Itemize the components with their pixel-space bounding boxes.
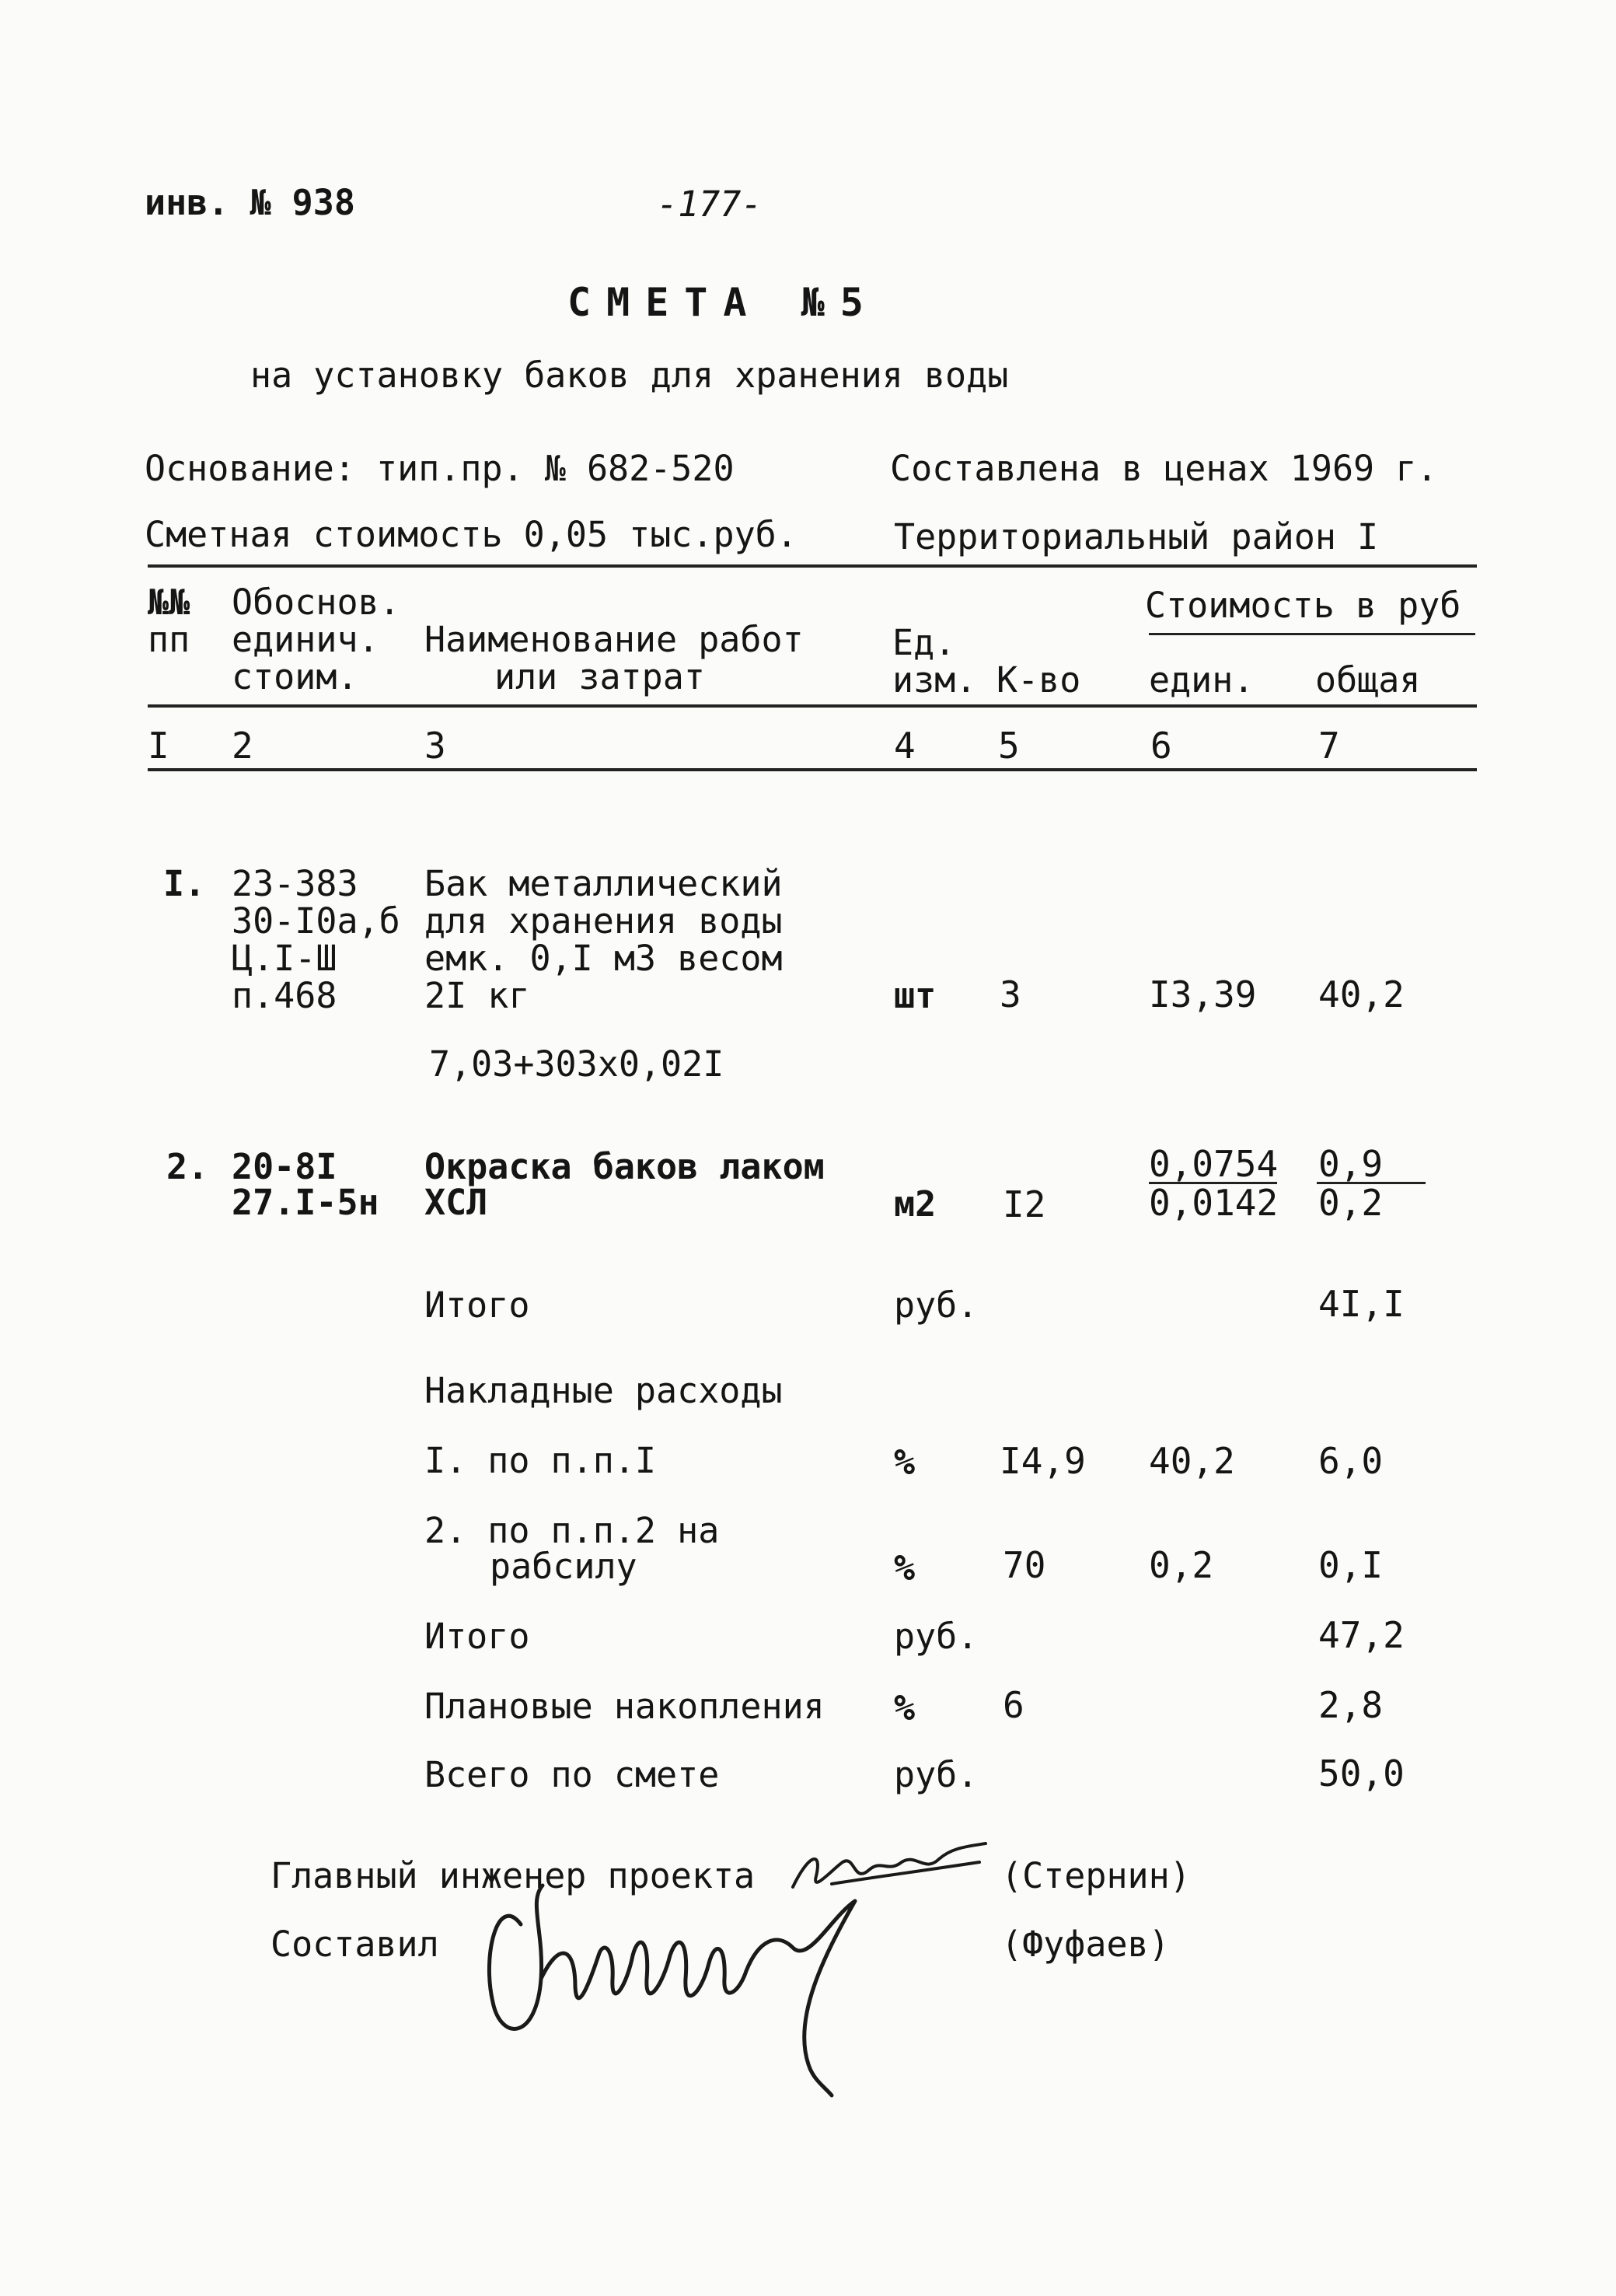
grand-total-unit: руб. — [894, 1754, 979, 1795]
col-unit-header-line1: Ед. — [892, 622, 956, 663]
col-number-header-line1: №№ — [148, 582, 190, 623]
basis-line: Основание: тип.пр. № 682-520 — [145, 448, 735, 489]
column-number-7: 7 — [1318, 725, 1340, 767]
column-number-3: 3 — [424, 725, 446, 767]
chief-engineer-name: (Стернин) — [1001, 1855, 1191, 1896]
row1-basis-line2: 30-I0а,б — [232, 900, 400, 942]
estimate-subtitle: на установку баков для хранения воды — [250, 355, 1009, 396]
subtotal2-label: Итого — [424, 1616, 530, 1657]
overhead-item2-total: 0,I — [1318, 1544, 1384, 1586]
row2-unit-price-top: 0,0754 — [1149, 1143, 1279, 1185]
row2-unit-price-bottom: 0,0142 — [1149, 1182, 1279, 1224]
territory-line: Территориальный район I — [894, 516, 1379, 557]
overhead-item2-label-line2: рабсилу — [490, 1546, 637, 1587]
col-basis-header-line3: стоим. — [232, 656, 358, 697]
overhead-item1-base: 40,2 — [1149, 1440, 1235, 1482]
overhead-item1-label: I. по п.п.I — [424, 1440, 657, 1481]
table-top-rule — [148, 564, 1477, 568]
row1-name-line4: 2I кг — [424, 975, 530, 1016]
row1-number: I. — [163, 863, 206, 904]
inventory-number: инв. № 938 — [145, 182, 355, 223]
col-name-header-line1: Наименование работ — [424, 619, 804, 660]
row1-name-line3: емк. 0,I м3 весом — [424, 938, 783, 979]
col-basis-header-line2: единич. — [232, 619, 379, 660]
grand-total-label: Всего по смете — [424, 1754, 720, 1795]
row1-formula: 7,03+303х0,02I — [429, 1043, 724, 1085]
row1-name-line2: для хранения воды — [424, 900, 783, 942]
col-total-header: общая — [1315, 659, 1421, 701]
col-number-header-line2: пп — [148, 619, 190, 660]
row1-basis-line1: 23-383 — [232, 863, 358, 904]
overhead-item2-label-line1: 2. по п.п.2 на — [424, 1510, 720, 1551]
overhead-item1-unit: % — [894, 1442, 916, 1483]
row2-number: 2. — [166, 1146, 209, 1187]
column-numbers-rule — [148, 768, 1477, 771]
column-number-5: 5 — [998, 725, 1020, 767]
estimated-cost-line: Сметная стоимость 0,05 тыс.руб. — [145, 514, 798, 555]
overhead-item2-qty: 70 — [1003, 1544, 1046, 1586]
row2-total-bottom: 0,2 — [1318, 1182, 1384, 1224]
profit-label: Плановые накопления — [424, 1686, 825, 1727]
row1-basis-line4: п.468 — [232, 975, 337, 1016]
subtotal2-unit: руб. — [894, 1616, 979, 1657]
profit-total: 2,8 — [1318, 1684, 1384, 1726]
col-unit-header-line2: изм. — [892, 659, 977, 701]
row2-unit: м2 — [894, 1183, 937, 1225]
row2-name-line1: Окраска баков лаком — [424, 1146, 825, 1187]
column-number-6: 6 — [1150, 725, 1172, 767]
overhead-item2-unit: % — [894, 1547, 916, 1588]
subtotal2-total: 47,2 — [1318, 1614, 1405, 1656]
overhead-item1-total: 6,0 — [1318, 1440, 1384, 1482]
row1-unit: шт — [894, 975, 937, 1016]
cost-group-header: Стоимость в руб — [1145, 585, 1461, 626]
row1-basis-line3: Ц.I-Ш — [232, 938, 337, 979]
row2-qty: I2 — [1003, 1183, 1046, 1225]
compiler-name: (Фуфаев) — [1001, 1924, 1170, 1965]
page-number: -177- — [657, 183, 763, 225]
column-number-4: 4 — [894, 725, 916, 767]
compiler-label: Составил — [270, 1924, 439, 1965]
row1-unit-price: I3,39 — [1149, 973, 1257, 1015]
price-year-line: Составлена в ценах 1969 г. — [890, 448, 1438, 489]
overhead-item2-base: 0,2 — [1149, 1544, 1214, 1586]
profit-unit: % — [894, 1687, 916, 1728]
header-bottom-rule — [148, 704, 1477, 708]
subtotal1-label: Итого — [424, 1284, 530, 1326]
chief-engineer-label: Главный инженер проекта — [270, 1855, 756, 1896]
row1-total: 40,2 — [1318, 973, 1405, 1015]
col-qty-header: К-во — [996, 659, 1081, 701]
row2-basis-line2: 27.I-5н — [232, 1182, 379, 1223]
col-name-header-line2: или затрат — [494, 656, 705, 697]
overhead-label: Накладные расходы — [424, 1370, 783, 1411]
row2-total-top: 0,9 — [1318, 1143, 1384, 1185]
column-number-2: 2 — [232, 725, 253, 767]
row2-name-line2: ХСЛ — [424, 1182, 488, 1223]
row2-basis-line1: 20-8I — [232, 1146, 337, 1187]
subtotal1-unit: руб. — [894, 1284, 979, 1326]
profit-qty: 6 — [1003, 1684, 1024, 1726]
cost-group-rule — [1149, 633, 1475, 635]
column-number-1: I — [148, 725, 169, 767]
grand-total-value: 50,0 — [1318, 1753, 1405, 1795]
estimate-title: СМЕТА №5 — [567, 280, 879, 325]
col-unit-price-header: един. — [1149, 659, 1255, 701]
row1-name-line1: Бак металлический — [424, 863, 783, 904]
compiler-signature — [466, 1862, 964, 2111]
col-basis-header-line1: Обоснов. — [232, 582, 400, 623]
subtotal1-total: 4I,I — [1318, 1283, 1405, 1325]
row1-qty: 3 — [1000, 973, 1021, 1015]
overhead-item1-qty: I4,9 — [1000, 1440, 1086, 1482]
